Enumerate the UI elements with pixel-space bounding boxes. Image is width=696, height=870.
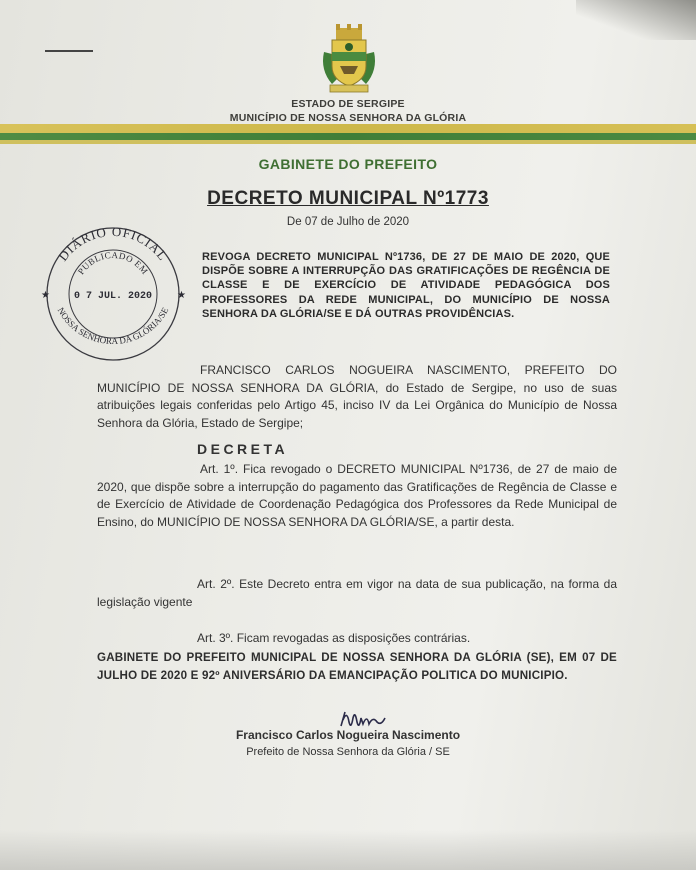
stamp-date: 0 7 JUL. 2020 [73,291,153,302]
article-3: Art. 3º. Ficam revogadas as disposições contrárias. [197,631,471,645]
article-2: Art. 2º. Este Decreto entra em vigor na data de sua publicação, na forma da legislação vigente [97,577,617,609]
coat-of-arms-icon [318,22,380,100]
publication-stamp [33,206,193,366]
article-1: Art. 1º. Fica revogado o DECRETO MUNICIPAL Nº1736, de 27 de maio de 2020, que dispõe sobre a interrupção do pagamento das Gratificações de Regência de Classe e de Exercício de Atividade de Coordenação Pedagógica dos Professores da Rede Municipal de Ensino, do MUNICÍPIO DE NOSSA SENHORA DA GLÓRIA/SE, a partir desta. [97,462,617,529]
decree-summary: REVOGA DECRETO MUNICIPAL Nº1736, DE 27 DE MAIO DE 2020, QUE DISPÕE SOBRE A INTERRUPÇÃO DAS GRATIFICAÇÕES DE REGÊNCIA DE CLASSE E DE EXERCÍCIO DE ATIVIDADE PEDAGÓGICA DOS PROFESSORES DA REDE MUNICIPAL, DO MUNICÍPIO DE NOSSA SENHORA DA GLÓRIA/SE E DÁ OUTRAS PROVIDÊNCIAS. [202,251,610,320]
star-icon: ★ [177,290,186,301]
header-color-band [0,124,696,146]
stamp-top-text: DIÁRIO OFICIAL [55,223,171,264]
margin-mark [45,50,93,52]
stamp-bottom-text: NOSSA SENHORA DA GLÓRIA/SE [55,305,171,347]
signer-name: Francisco Carlos Nogueira Nascimento [235,728,461,742]
stamp-middle-text: PUBLICADO EM [75,249,151,277]
page-shadow [0,830,696,870]
office-heading: GABINETE DO PREFEITO [258,156,438,172]
star-icon: ★ [41,290,50,301]
signer-role: Prefeito de Nossa Senhora da Glória / SE [246,746,450,758]
page-shadow [576,0,696,40]
decree-title: DECRETO MUNICIPAL Nº1773 [207,188,489,209]
municipality-name: MUNICÍPIO DE NOSSA SENHORA DA GLÓRIA [229,112,467,124]
state-name: ESTADO DE SERGIPE [291,98,405,110]
preamble-paragraph: FRANCISCO CARLOS NOGUEIRA NASCIMENTO, PREFEITO DO MUNICÍPIO DE NOSSA SENHORA DA GLÓRIA, do Estado de Sergipe, no uso de suas atribuições legais conferidas pelo Artigo 45, inciso IV da Lei Orgânica do Município de Nossa Senhora da Glória, Estado de Sergipe; [97,363,617,430]
closing-statement: GABINETE DO PREFEITO MUNICIPAL DE NOSSA SENHORA DA GLÓRIA (SE), EM 07 DE JULHO DE 2020 E 92º ANIVERSÁRIO DA EMANCIPAÇÃO POLITICA DO MUNICIPIO. [97,651,617,682]
decree-date: De 07 de Julho de 2020 [286,216,410,228]
svg-text:PUBLICADO EM [76,250,150,276]
decreta-heading: DECRETA [197,441,289,457]
